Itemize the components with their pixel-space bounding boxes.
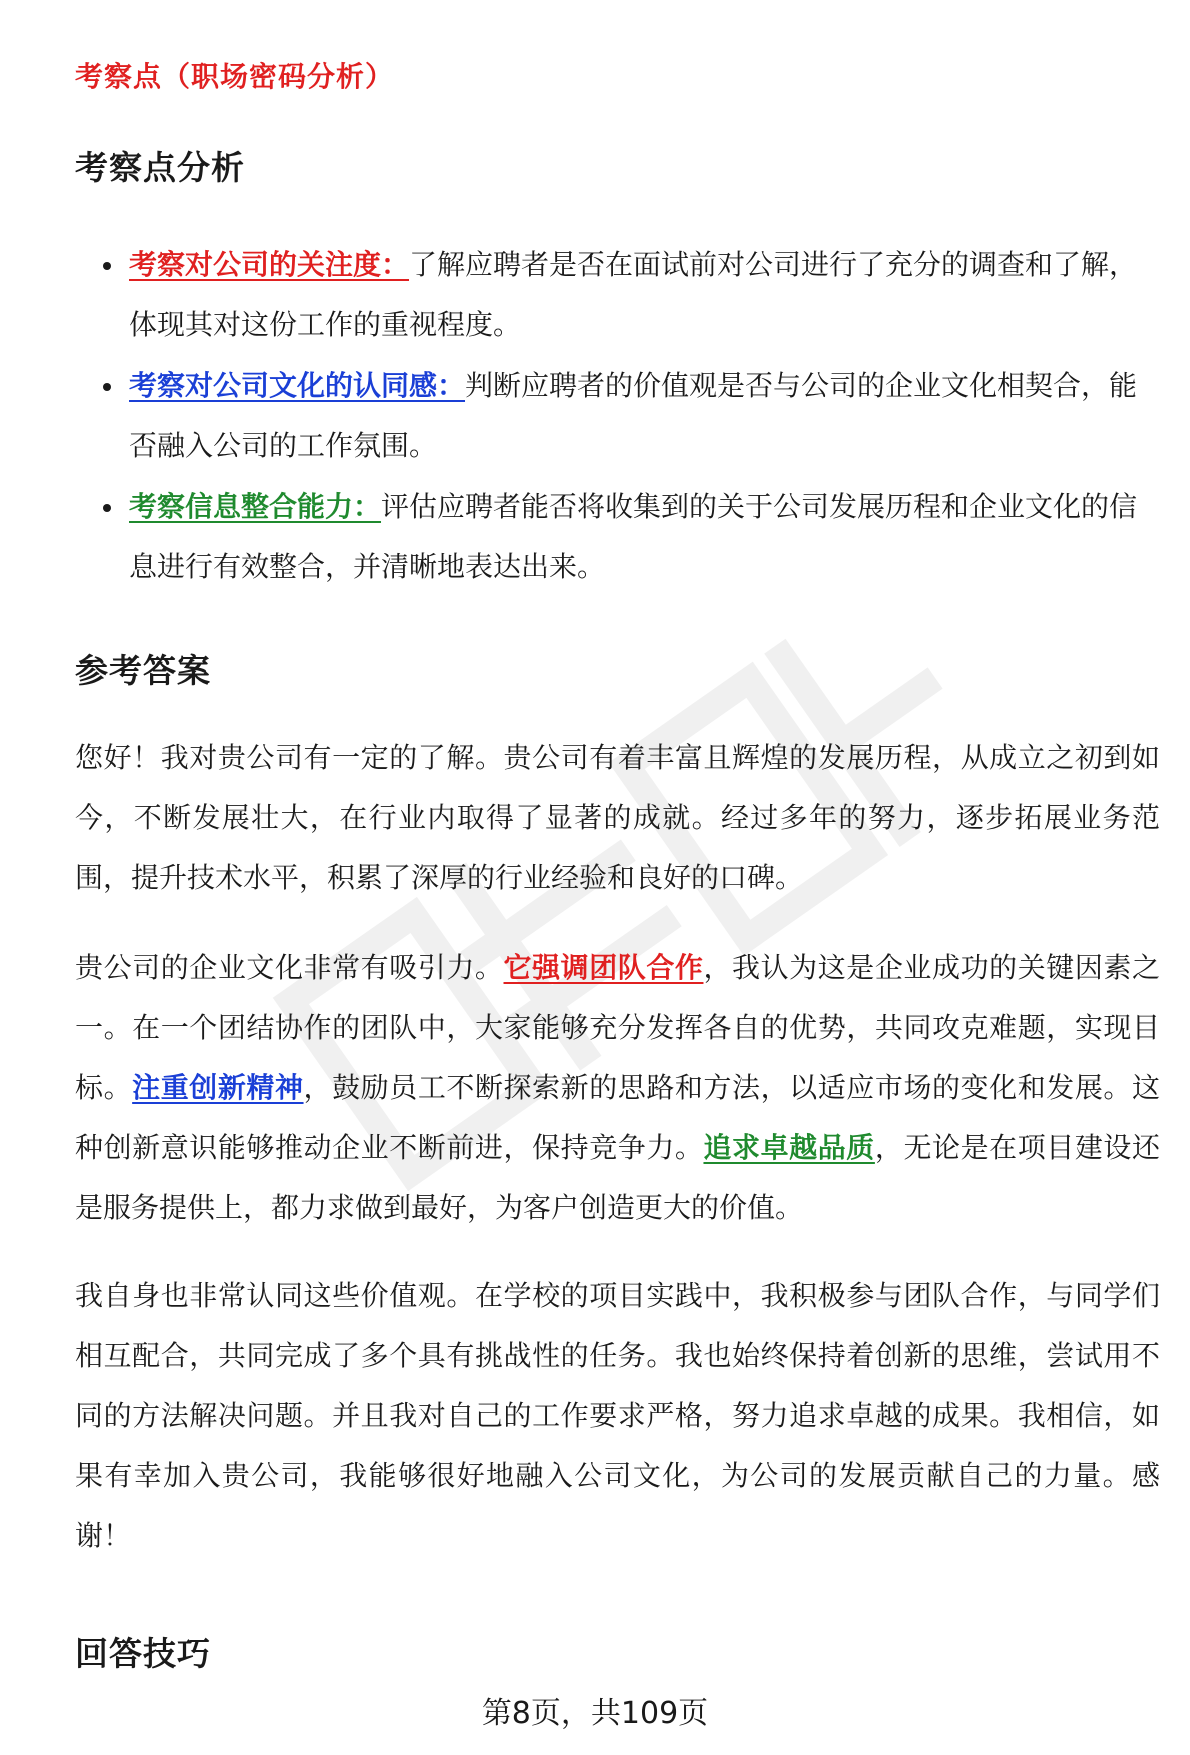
point-label: 考察对公司的关注度： bbox=[129, 248, 410, 281]
bullet-icon bbox=[103, 383, 111, 391]
paragraph-text: ，我认为这是企业成功的关键因素之一。在一个团结协作的团队中，大家能够充分发挥各自的优势，共同攻克难题，实现目标。 bbox=[75, 951, 1160, 1104]
point-item-culture bbox=[75, 356, 1160, 476]
page-number: 第8页，共109页 bbox=[481, 1696, 709, 1731]
keyword-excellence: 追求卓越品质 bbox=[703, 1131, 875, 1164]
point-label: 考察信息整合能力： bbox=[129, 490, 382, 523]
point-item-attention bbox=[75, 235, 1160, 355]
point-item-integration bbox=[75, 477, 1160, 597]
paragraph-text: ，无论是在项目建设还是服务提供上，都力求做到最好，为客户创造更大的价值。 bbox=[75, 1131, 1160, 1224]
keyword-innovation: 注重创新精神 bbox=[132, 1071, 304, 1104]
analysis-points-list bbox=[75, 235, 1160, 598]
keyword-teamwork: 它强调团队合作 bbox=[503, 951, 704, 984]
section-label: 考察点（职场密码分析） bbox=[75, 60, 395, 93]
point-text: 了解应聘者是否在面试前对公司进行了充分的调查和了解，体现其对这份工作的重视程度。 bbox=[129, 248, 1138, 341]
point-label: 考察对公司文化的认同感： bbox=[129, 369, 466, 402]
paragraph-text: ，鼓励员工不断探索新的思路和方法，以适应市场的变化和发展。这种创新意识能够推动企业不断前进，保持竞争力。 bbox=[75, 1071, 1160, 1164]
answer-paragraph-1: 您好！我对贵公司有一定的了解。贵公司有着丰富且辉煌的发展历程，从成立之初到如今，不断发展壮大，在行业内取得了显著的成就。经过多年的努力，逐步拓展业务范围，提升技术水平，积累了深厚的行业经验和良好的口碑。 bbox=[75, 741, 1160, 894]
bullet-icon bbox=[103, 504, 111, 512]
answer-paragraph-3: 我自身也非常认同这些价值观。在学校的项目实践中，我积极参与团队合作，与同学们相互配合，共同完成了多个具有挑战性的任务。我也始终保持着创新的思维，尝试用不同的方法解决问题。并且我对自己的工作要求严格，努力追求卓越的成果。我相信，如果有幸加入贵公司，我能够很好地融入公司文化，为公司的发展贡献自己的力量。感谢！ bbox=[75, 1279, 1160, 1552]
paragraph-text: 贵公司的企业文化非常有吸引力。 bbox=[75, 951, 504, 984]
answer-paragraph-2 bbox=[75, 938, 1160, 1238]
point-text: 判断应聘者的价值观是否与公司的企业文化相契合，能否融入公司的工作氛围。 bbox=[129, 369, 1138, 462]
heading-answer: 参考答案 bbox=[75, 651, 211, 690]
heading-analysis: 考察点分析 bbox=[75, 148, 245, 187]
bullet-icon bbox=[103, 262, 111, 270]
point-text: 评估应聘者能否将收集到的关于公司发展历程和企业文化的信息进行有效整合，并清晰地表达出来。 bbox=[129, 490, 1138, 583]
heading-tips: 回答技巧 bbox=[75, 1634, 211, 1673]
